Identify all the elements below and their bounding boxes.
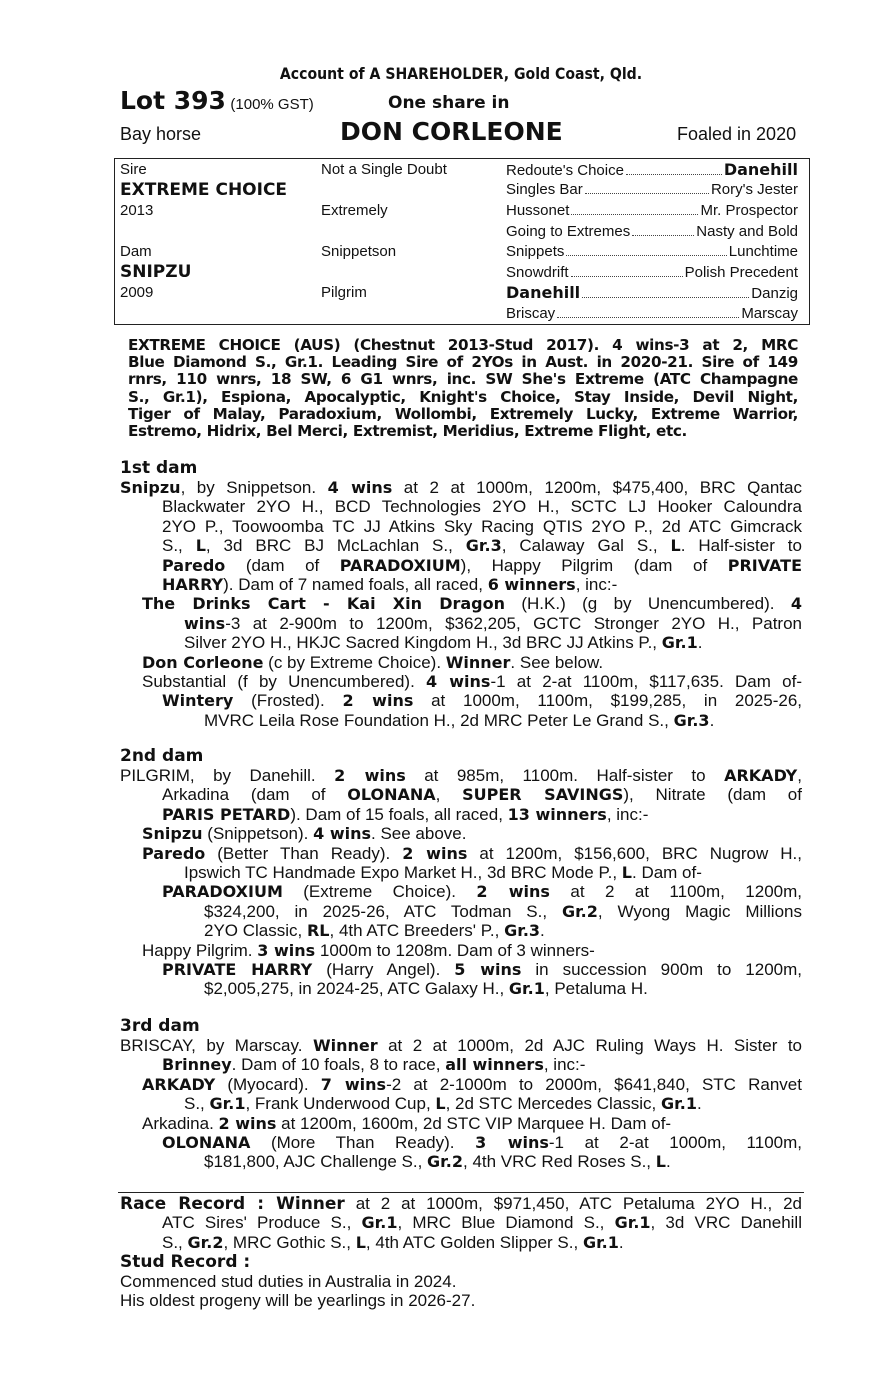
lot-number [120, 86, 314, 115]
text-line: $2,005,275, in 2024-25, ATC Galaxy H., Gr.1, Petaluma H. [204, 979, 648, 999]
text-line: OLONANA (More Than Ready). 3 wins-1 at 2-at 1000m, 1100m, [162, 1132, 802, 1152]
text-line: The Drinks Cart - Kai Xin Dragon (H.K.) (g by Unencumbered). 4 [142, 594, 802, 614]
text-line: HARRY). Dam of 7 named foals, all raced, 6 winners, inc:- [162, 574, 618, 594]
summary-line: Tiger of Malay, Paradoxium, Wollombi, Extremely Lucky, Extreme Warrior, [128, 404, 798, 423]
text-line: Silver 2YO H., HKJC Sacred Kingdom H., 3d BRC JJ Atkins P., Gr.1. [184, 633, 703, 653]
progeny-entry [120, 1133, 802, 1172]
text-line: PILGRIM, by Danehill. 2 wins at 985m, 1100m. Half-sister to ARKADY, [120, 766, 802, 785]
text-line: wins-3 at 2-900m to 1200m, $362,205, GCTC Stronger 2YO H., Patron [184, 613, 802, 633]
pedigree-entry: Briscay Marscay [506, 304, 798, 322]
text-line: Ipswich TC Handmade Expo Market H., 3d BRC Mode P., L. Dam of- [184, 862, 702, 882]
first-dam-section [120, 478, 802, 730]
pedigree-entry: Singles Bar Rory's Jester [506, 181, 798, 199]
second-dam-heading: 2nd dam [120, 746, 204, 766]
progeny-entry [120, 1075, 802, 1133]
text-line: Race Record : Winner at 2 at 1000m, $971,450, ATC Petaluma 2YO H., 2d [120, 1194, 802, 1214]
text-line: 2YO Classic, RL, 4th ATC Breeders' P., Gr.3. [204, 921, 545, 941]
text-line: His oldest progeny will be yearlings in 2026-27. [120, 1290, 476, 1310]
dam-label: Dam [120, 243, 152, 261]
third-dam-heading: 3rd dam [120, 1016, 200, 1036]
share-label: One share in [388, 93, 510, 113]
pedigree-table [114, 158, 810, 325]
summary-line: EXTREME CHOICE (AUS) (Chestnut 2013-Stud 2017). 4 wins-3 at 2, MRC [128, 336, 798, 354]
progeny-entry [120, 941, 802, 960]
text-line: PARADOXIUM (Extreme Choice). 2 wins at 2 at 1100m, 1200m, [162, 882, 802, 902]
sire-label: Sire [120, 160, 147, 178]
sire-year: 2013 [120, 201, 154, 219]
text-line: Commenced stud duties in Australia in 2024. [120, 1271, 457, 1291]
text-line: $324,200, in 2025-26, ATC Todman S., Gr.2, Wyong Magic Millions [204, 901, 802, 921]
dam-year: 2009 [120, 284, 154, 302]
pedigree-row [115, 200, 810, 221]
summary-line: S., Gr.1), Espiona, Apocalyptic, Knight's Choice, Stay Inside, Devil Night, [128, 387, 798, 406]
text-line: Paredo (Better Than Ready). 2 wins at 1200m, $156,600, BRC Nugrow H., [142, 843, 803, 863]
text-line: $181,800, AJC Challenge S., Gr.2, 4th VRC Red Roses S., L. [204, 1152, 671, 1172]
text-line: S., Gr.2, MRC Gothic S., L, 4th ATC Golden Slipper S., Gr.1. [162, 1232, 624, 1252]
pedigree-row [115, 262, 810, 283]
sire-summary [128, 337, 798, 440]
text-line: Substantial (f by Unencumbered). 4 wins-1 at 2-at 1100m, $117,635. Dam of- [142, 671, 802, 691]
text-line: 2YO P., Toowoomba TC JJ Atkins Sky Racing QTIS 2YO P., 2d ATC Gimcrack [162, 516, 802, 536]
pedigree-entry: Going to Extremes Nasty and Bold [506, 222, 798, 240]
text-line: BRISCAY, by Marscay. Winner at 2 at 1000m, 2d AJC Ruling Ways H. Sister to [120, 1036, 802, 1055]
dam-dam: Pilgrim [321, 284, 367, 302]
text-line: ATC Sires' Produce S., Gr.1, MRC Blue Diamond S., Gr.1, 3d VRC Danehill [162, 1213, 802, 1233]
pedigree-row [115, 221, 810, 242]
progeny-entry [120, 691, 802, 730]
pedigree-entry: Snowdrift Polish Precedent [506, 263, 798, 281]
text-line: Snipzu (Snippetson). 4 wins. See above. [142, 824, 467, 844]
text-line: Paredo (dam of PARADOXIUM), Happy Pilgrim (dam of PRIVATE [162, 555, 802, 575]
pedigree-row [115, 283, 810, 304]
sire-name: EXTREME CHOICE [120, 179, 288, 200]
summary-line: Estremo, Hidrix, Bel Merci, Extremist, Meridius, Extreme Flight, etc. [128, 421, 687, 440]
text-line: PARIS PETARD). Dam of 15 foals, all raced, 13 winners, inc:- [162, 804, 649, 824]
divider [118, 1192, 804, 1193]
text-line: Don Corleone (c by Extreme Choice). Winner. See below. [142, 652, 604, 672]
pedigree-entry: Snippets Lunchtime [506, 243, 798, 261]
pedigree-entry: Danehill Danzig [506, 283, 798, 303]
text-line: Blackwater 2YO H., BCD Technologies 2YO H., SCTC LJ Hooker Caloundra [162, 497, 802, 517]
progeny-entry [120, 594, 802, 691]
gst-label: (100% GST) [230, 96, 314, 113]
text-line: S., Gr.1, Frank Underwood Cup, L, 2d STC Mercedes Classic, Gr.1. [184, 1094, 702, 1114]
race-record-section [120, 1194, 802, 1310]
text-line: Arkadina (dam of OLONANA, SUPER SAVINGS), Nitrate (dam of [162, 785, 802, 805]
text-line: S., L, 3d BRC BJ McLachlan S., Gr.3, Calaway Gal S., L. Half-sister to [162, 536, 802, 556]
summary-line: rnrs, 110 wnrs, 18 SW, 6 G1 wnrs, inc. SW She's Extreme (ATC Champagne [128, 370, 798, 389]
pedigree-row [115, 159, 810, 180]
text-line: Wintery (Frosted). 2 wins at 1000m, 1100m, $199,285, in 2025-26, [162, 691, 802, 711]
sex-label: Bay horse [120, 124, 202, 144]
progeny-entry [120, 882, 802, 940]
text-line: Happy Pilgrim. 3 wins 1000m to 1208m. Dam of 3 winners- [142, 940, 595, 960]
third-dam-section [120, 1036, 802, 1172]
horse-name: DON CORLEONE [340, 117, 563, 146]
sire-dam: Extremely [321, 201, 388, 219]
summary-line: Blue Diamond S., Gr.1. Leading Sire of 2YOs in Aust. in 2020-21. Sire of 149 [128, 353, 798, 372]
foaled-label: Foaled in 2020 [677, 124, 797, 144]
pedigree-entry: Redoute's Choice Danehill [506, 159, 798, 179]
pedigree-row [115, 241, 810, 262]
account-line: Account of A SHAREHOLDER, Gold Coast, Qld. [279, 64, 643, 83]
progeny-entry [120, 824, 802, 882]
pedigree-entry: Hussonet Mr. Prospector [506, 201, 798, 219]
first-dam-heading: 1st dam [120, 458, 198, 478]
text-line: PRIVATE HARRY (Harry Angel). 5 wins in succession 900m to 1200m, [162, 959, 802, 979]
sire-sire: Not a Single Doubt [321, 160, 447, 178]
progeny-entry [120, 960, 802, 999]
lot-label: Lot 393 [120, 86, 226, 115]
text-line: Brinney. Dam of 10 foals, 8 to race, all winners, inc:- [162, 1055, 586, 1075]
text-line: ARKADY (Myocard). 7 wins-2 at 2-1000m to 2000m, $641,840, STC Ranvet [142, 1074, 802, 1094]
pedigree-row [115, 180, 810, 201]
second-dam-section [120, 766, 802, 999]
dam-name: SNIPZU [120, 262, 192, 283]
dam-sire: Snippetson [321, 243, 397, 261]
text-line: MVRC Leila Rose Foundation H., 2d MRC Peter Le Grand S., Gr.3. [204, 710, 715, 730]
text-line: Arkadina. 2 wins at 1200m, 1600m, 2d STC VIP Marquee H. Dam of- [142, 1113, 672, 1133]
pedigree-row [115, 303, 810, 324]
stud-record-heading: Stud Record : [120, 1252, 251, 1273]
text-line: Snipzu, by Snippetson. 4 wins at 2 at 1000m, 1200m, $475,400, BRC Qantac [120, 478, 802, 497]
